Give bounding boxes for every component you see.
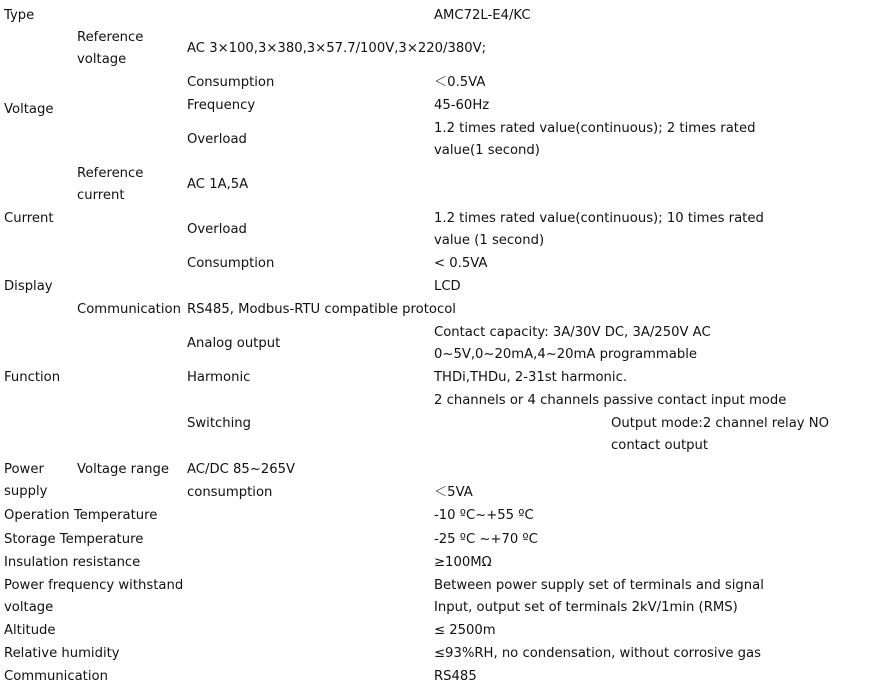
function-harmonic-label: Harmonic: [187, 370, 251, 385]
operation-temperature-label: Operation Temperature: [4, 508, 158, 523]
display-label: Display: [4, 279, 53, 294]
voltage-overload-value: 1.2 times rated value(continuous); 2 times rated value(1 second): [434, 121, 756, 158]
altitude-label: Altitude: [4, 623, 56, 638]
withstand-voltage-label: Power frequency withstand voltage: [4, 578, 184, 615]
storage-temperature-value: -25 ºC ~+70 ºC: [434, 532, 538, 547]
display-value: LCD: [434, 279, 461, 294]
type-label: Type: [4, 8, 35, 23]
function-harmonic-value: THDi,THDu, 2-31st harmonic.: [434, 370, 628, 385]
type-value: AMC72L-E4/KC: [434, 8, 531, 23]
function-analog-label: Analog output: [187, 336, 281, 351]
function-switching-value-1: 2 channels or 4 channels passive contact input mode: [434, 393, 787, 408]
function-switching-label: Switching: [187, 416, 251, 431]
power-supply-consumption-label: consumption: [187, 485, 273, 500]
voltage-reference-label: Reference voltage: [77, 30, 144, 67]
current-reference-value: AC 1A,5A: [187, 177, 249, 192]
voltage-frequency-value: 45-60Hz: [434, 98, 490, 113]
withstand-voltage-value: Between power supply set of terminals and signal Input, output set of terminals 2kV/1min (RMS): [434, 578, 764, 615]
communication-value: RS485: [434, 669, 477, 684]
relative-humidity-label: Relative humidity: [4, 646, 120, 661]
function-label: Function: [4, 370, 61, 385]
power-supply-consumption-value: ＜5VA: [434, 485, 473, 500]
voltage-consumption-label: Consumption: [187, 75, 275, 90]
storage-temperature-label: Storage Temperature: [4, 532, 144, 547]
current-consumption-label: Consumption: [187, 256, 275, 271]
voltage-frequency-label: Frequency: [187, 98, 256, 113]
function-communication-value: RS485, Modbus-RTU compatible protocol: [187, 302, 456, 317]
communication-label: Communication: [4, 669, 108, 684]
power-supply-range-value: AC/DC 85~265V: [187, 462, 296, 477]
power-supply-label: Power supply: [4, 462, 48, 499]
insulation-resistance-value: ≥100MΩ: [434, 555, 492, 570]
voltage-consumption-value: ＜0.5VA: [434, 75, 486, 90]
insulation-resistance-label: Insulation resistance: [4, 555, 141, 570]
current-overload-value: 1.2 times rated value(continuous); 10 times rated value (1 second): [434, 211, 764, 248]
function-communication-label: Communication: [77, 302, 181, 317]
voltage-reference-value: AC 3×100,3×380,3×57.7/100V,3×220/380V;: [187, 41, 487, 56]
relative-humidity-value: ≤93%RH, no condensation, without corrosive gas: [434, 646, 762, 661]
function-analog-value-2: 0~5V,0~20mA,4~20mA programmable: [434, 347, 697, 362]
voltage-overload-label: Overload: [187, 132, 247, 147]
power-supply-range-label: Voltage range: [77, 462, 170, 477]
current-reference-label: Reference current: [77, 166, 144, 203]
function-switching-value-2: Output mode:2 channel relay NO contact output: [611, 416, 830, 453]
current-overload-label: Overload: [187, 222, 247, 237]
function-analog-value-1: Contact capacity: 3A/30V DC, 3A/250V AC: [434, 325, 711, 340]
current-consumption-value: < 0.5VA: [434, 256, 488, 271]
voltage-label: Voltage: [4, 102, 54, 117]
operation-temperature-value: -10 ºC~+55 ºC: [434, 508, 534, 523]
altitude-value: ≤ 2500m: [434, 623, 496, 638]
current-label: Current: [4, 211, 54, 226]
